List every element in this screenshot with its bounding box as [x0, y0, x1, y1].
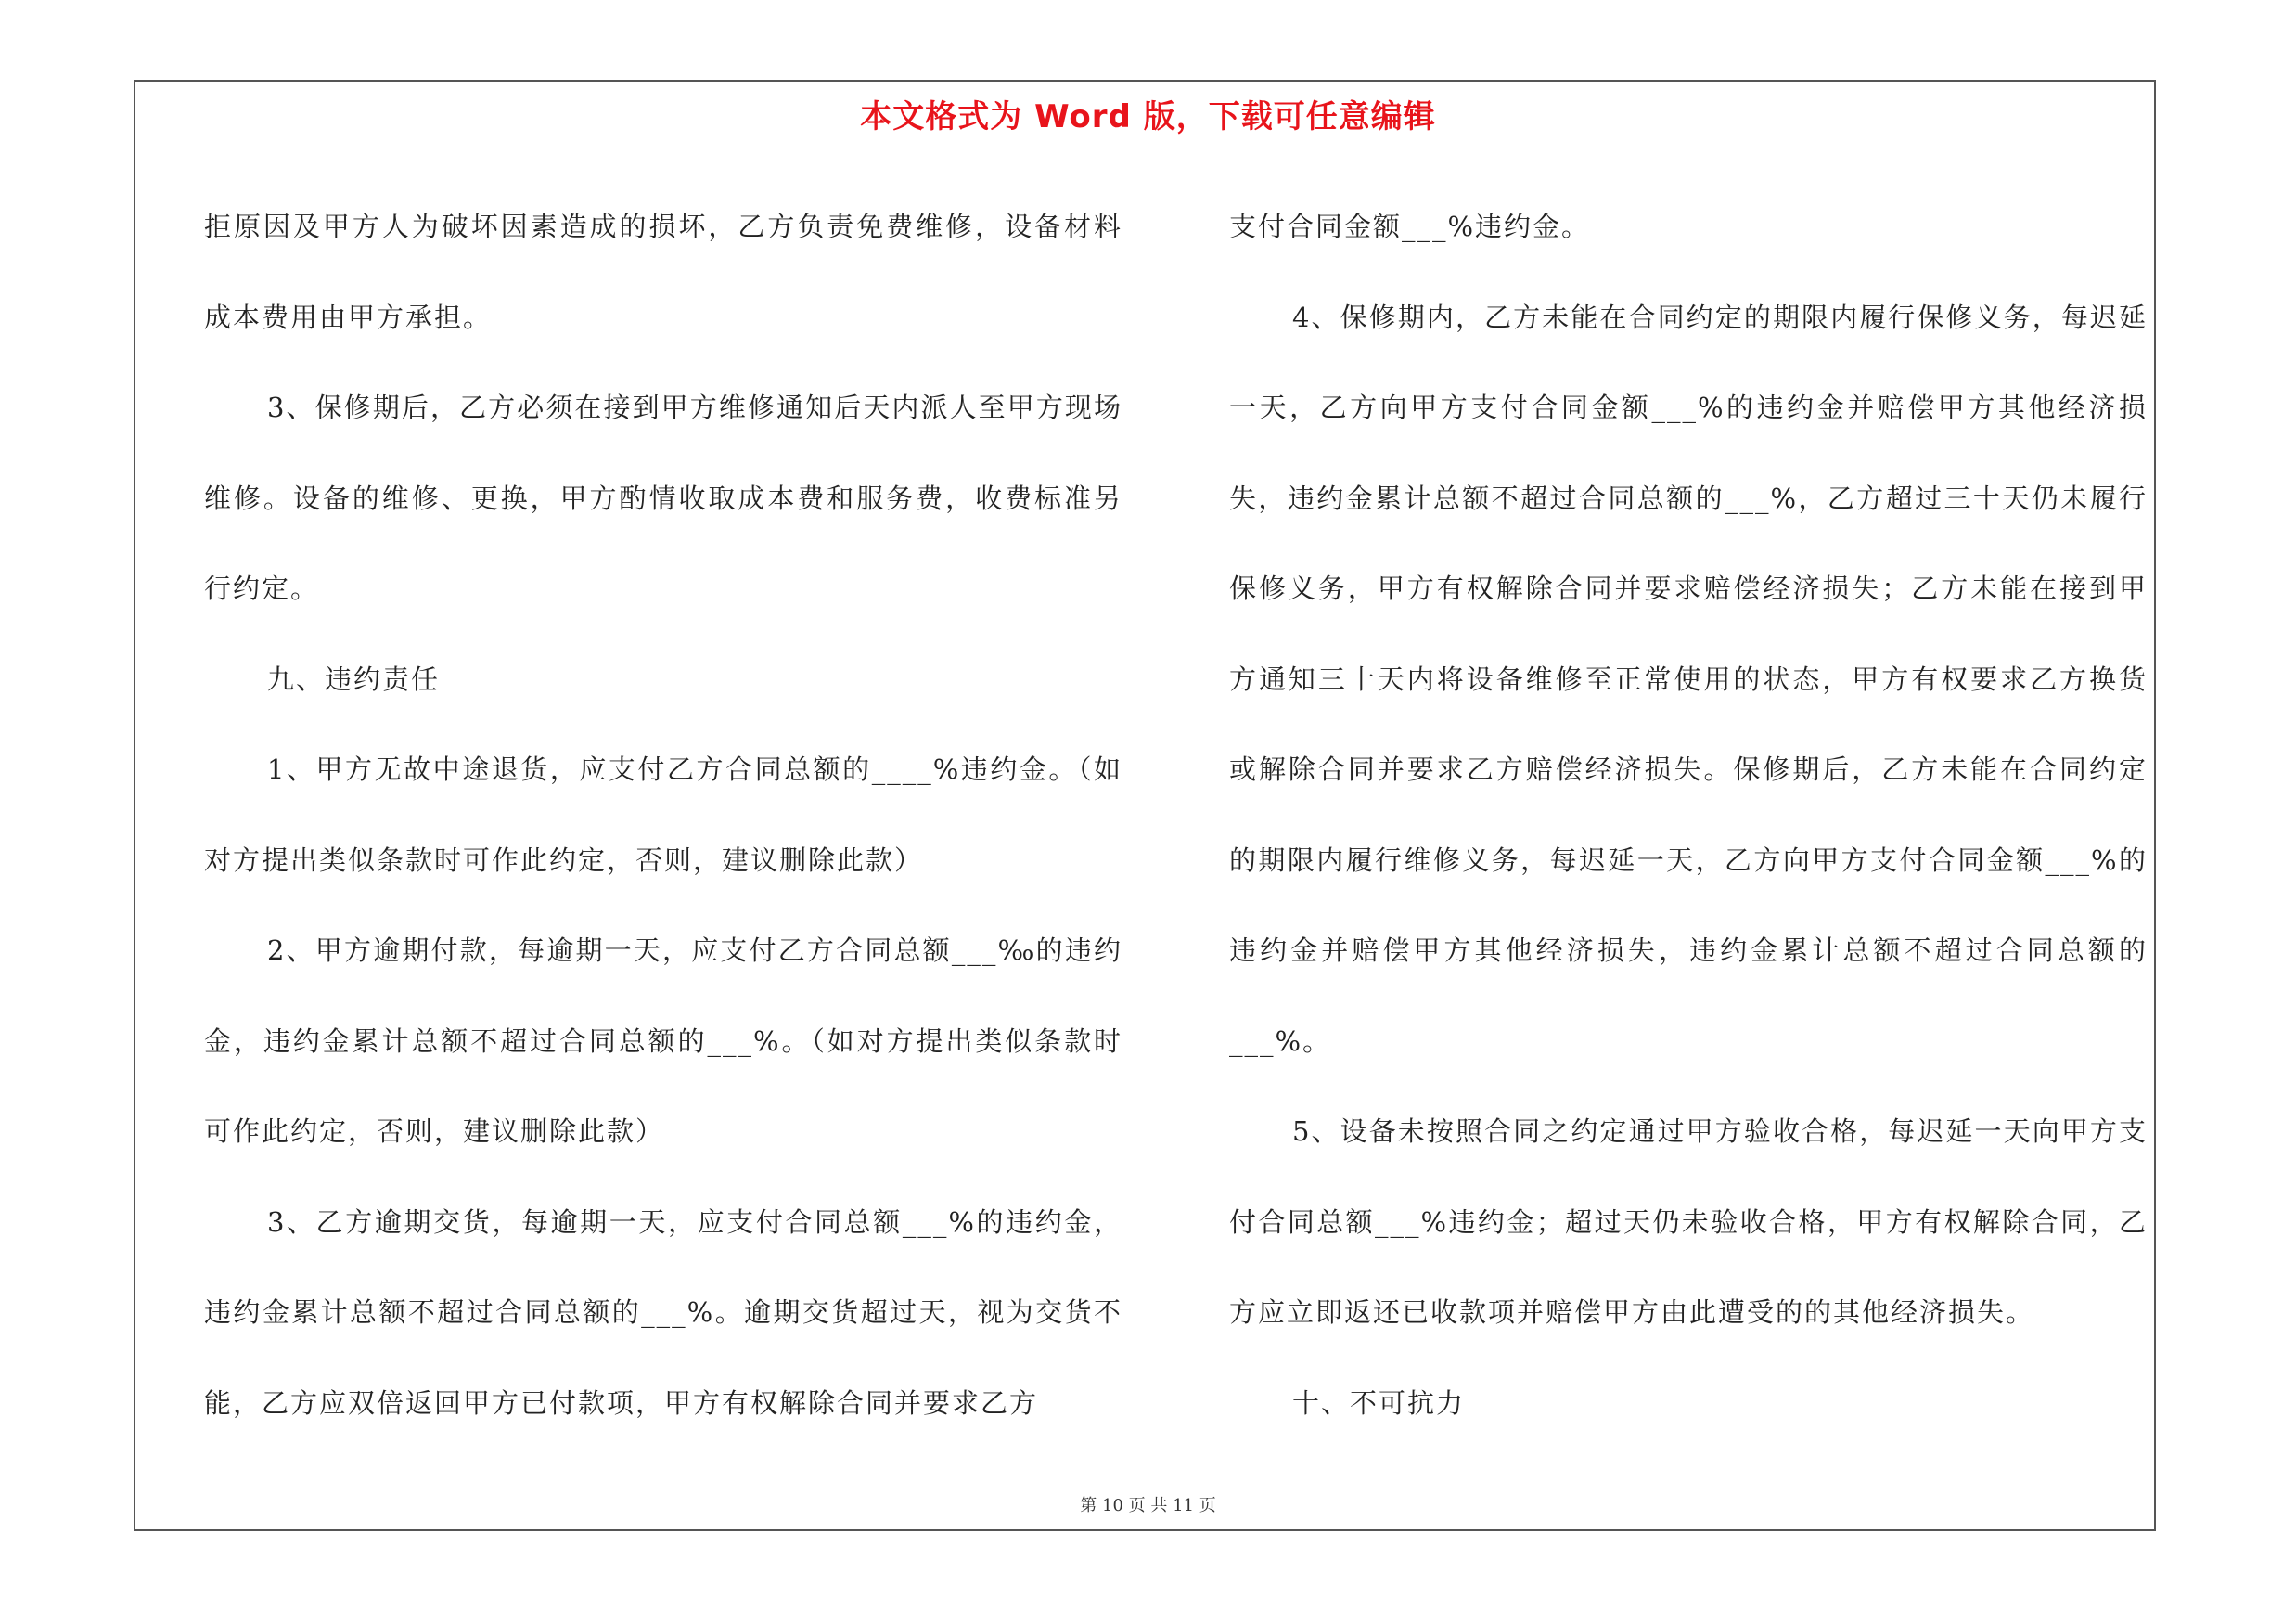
paragraph: 3、乙方逾期交货，每逾期一天，应支付合同总额___%的违约金，违约金累计总额不超过合同总额的___%。逾期交货超过天，视为交货不能，乙方应双倍返回甲方已付款项，甲方有权解除合同并要求乙方	[204, 1205, 1122, 1419]
paragraph: 支付合同金额___%违约金。	[1229, 211, 1591, 242]
section-heading: 十、不可抗力	[1292, 1386, 1466, 1419]
paragraph: 2、甲方逾期付款，每逾期一天，应支付乙方合同总额___‰的违约金，违约金累计总额不超过合同总额的___%。（如对方提出类似条款时可作此约定，否则，建议删除此款）	[204, 934, 1122, 1147]
right-column	[1229, 182, 2148, 1449]
paragraph: 拒原因及甲方人为破坏因素造成的损坏，乙方负责免费维修，设备材料成本费用由甲方承担。	[204, 211, 1122, 333]
paragraph: 3、保修期后，乙方必须在接到甲方维修通知后天内派人至甲方现场维修。设备的维修、更换，甲方酌情收取成本费和服务费，收费标准另行约定。	[204, 392, 1122, 604]
paragraph: 4、保修期内，乙方未能在合同约定的期限内履行保修义务，每迟延一天，乙方向甲方支付合同金额___%的违约金并赔偿甲方其他经济损失，违约金累计总额不超过合同总额的___%，乙方超过三十天仍未履行保修义务，甲方有权解除合同并要求赔偿经济损失；乙方未能在接到甲方通知三十天内将设备维修至正常使用的状态，甲方有权要求乙方换货或解除合同并要求乙方赔偿经济损失。保修期后，乙方未能在合同约定的期限内履行维修义务，每迟延一天，乙方向甲方支付合同金额___%的违约金并赔偿甲方其他经济损失，违约金累计总额不超过合同总额的___%。	[1229, 301, 2148, 1057]
paragraph: 5、设备未按照合同之约定通过甲方验收合格，每迟延一天向甲方支付合同总额___%违约金；超过天仍未验收合格，甲方有权解除合同，乙方应立即返还已收款项并赔偿甲方由此遭受的的其他经济损失。	[1229, 1115, 2148, 1328]
section-heading: 九、违约责任	[267, 663, 441, 695]
left-column	[204, 182, 1122, 1449]
paragraph: 1、甲方无故中途退货，应支付乙方合同总额的____%违约金。（如对方提出类似条款时可作此约定，否则，建议删除此款）	[204, 754, 1122, 876]
page-number-footer: 第 10 页 共 11 页	[1080, 1496, 1216, 1515]
word-format-banner: 本文格式为 Word 版，下载可任意编辑	[860, 98, 1436, 135]
